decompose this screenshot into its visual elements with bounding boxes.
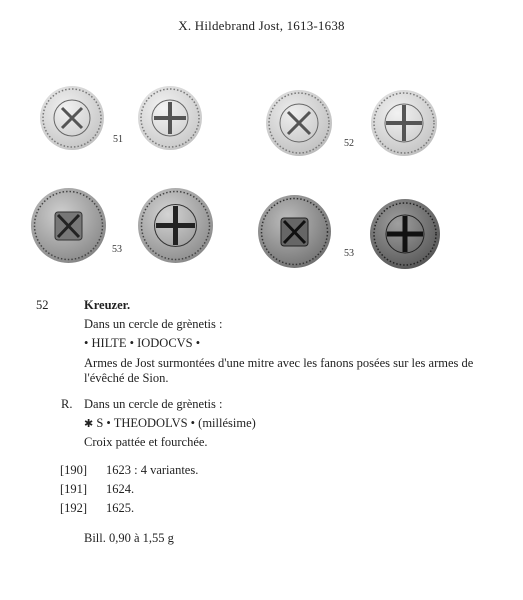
variety-text-192: 1625. [106, 501, 135, 515]
reverse-intro: Dans un cercle de grènetis : [84, 397, 223, 411]
plate-number-51: 51 [113, 134, 123, 145]
coin-53a-reverse [138, 188, 213, 263]
plate-number-53-left: 53 [112, 244, 122, 255]
reverse-description: Croix pattée et fourchée. [84, 435, 208, 449]
coin-51-reverse [138, 86, 202, 150]
weight-info: Bill. 0,90 à 1,55 g [84, 531, 174, 545]
coin-52-obverse [266, 90, 332, 156]
coin-53a-obverse [31, 188, 106, 263]
variety-id-192: [192] [60, 501, 88, 515]
reverse-legend-text: S • THEODOLVS • (millésime) [96, 416, 256, 430]
variety-id-191: [191] [60, 482, 88, 496]
obverse-legend: • HILTE • IODOCVS • [84, 336, 201, 350]
obverse-description: Armes de Jost surmontées d'une mitre avec les fanons posées sur les armes de l'évêché de Sion. [84, 356, 474, 385]
entry-title: Kreuzer. [84, 298, 131, 312]
variety-id-190: [190] [60, 463, 88, 477]
coin-52-reverse [371, 90, 437, 156]
coin-53b-reverse [370, 199, 440, 269]
coin-53b-obverse [258, 195, 331, 268]
page-header: X. Hildebrand Jost, 1613-1638 [178, 18, 345, 33]
plate-number-53-right: 53 [344, 248, 354, 259]
reverse-legend [84, 416, 256, 432]
variety-text-191: 1624. [106, 482, 135, 496]
legend-mark: ✱ [84, 418, 94, 430]
reverse-label: R. [61, 397, 73, 411]
entry-number: 52 [36, 298, 49, 312]
coin-51-obverse [40, 86, 104, 150]
obverse-intro: Dans un cercle de grènetis : [84, 317, 223, 331]
variety-text-190: 1623 : 4 variantes. [106, 463, 199, 477]
plate-number-52: 52 [344, 138, 354, 149]
